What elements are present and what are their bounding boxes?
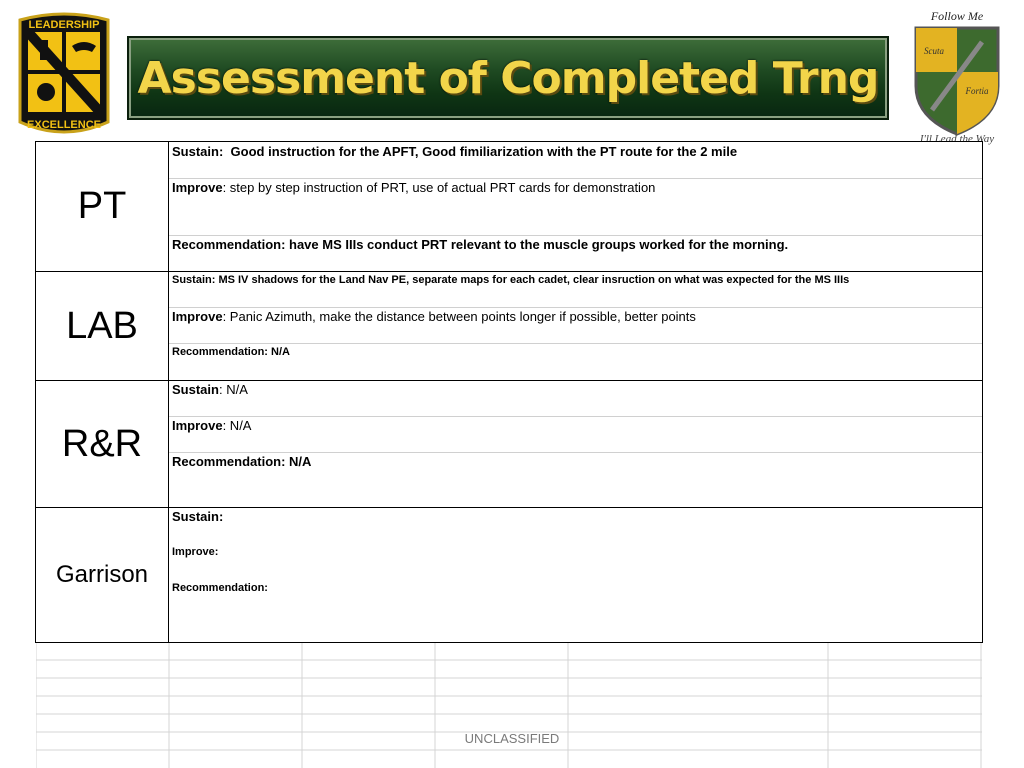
garrison-improve: Improve:: [172, 546, 219, 558]
table-row-pt: [36, 142, 983, 272]
table-row-garrison: [36, 508, 983, 643]
row-label-cell: [36, 508, 169, 643]
svg-text:EXCELLENCE: EXCELLENCE: [27, 119, 101, 131]
improve-text: : Panic Azimuth, make the distance between points longer if possible, better points: [222, 309, 696, 324]
sustain-text: Good instruction for the APFT, Good fimiliarization with the PT route for the 2 mile: [230, 144, 738, 159]
row-content-cell: [169, 142, 983, 272]
row-label-lab: LAB: [66, 304, 138, 347]
row-content-cell: [169, 272, 983, 381]
row-label-rr: R&R: [61, 422, 143, 465]
rr-improve: [172, 418, 978, 434]
table-row-lab: [36, 272, 983, 381]
improve-label: Improve: [172, 309, 223, 324]
background-grid: [36, 642, 982, 768]
row-content-cell: [169, 381, 983, 508]
classification-footer: UNCLASSIFIED: [464, 731, 560, 746]
follow-me-crest-logo: [902, 6, 1012, 146]
lab-sustain: Sustain: MS IV shadows for the Land Nav PE, separate maps for each cadet, clear insruction on what was expected for the MS IIIs: [172, 274, 850, 286]
svg-text:I'll Lead the Way: I'll Lead the Way: [919, 133, 995, 145]
sustain-label: Sustain: [172, 382, 219, 397]
rr-recommendation: Recommendation: N/A: [172, 454, 312, 469]
svg-text:Fortia: Fortia: [965, 86, 989, 96]
lab-recommendation: Recommendation: N/A: [172, 346, 290, 358]
svg-text:Follow Me: Follow Me: [930, 9, 984, 23]
improve-text: : step by step instruction of PRT, use of actual PRT cards for demonstration: [222, 180, 656, 195]
table-row-rr: [36, 381, 983, 508]
row-label-pt: PT: [77, 185, 127, 227]
improve-label: Improve: [172, 180, 223, 195]
improve-text: : N/A: [222, 418, 252, 433]
sustain-label: Sustain:: [172, 144, 224, 159]
pt-improve: [172, 180, 978, 196]
row-label-cell: [36, 142, 169, 272]
rr-sustain: [172, 382, 978, 398]
svg-text:LEADERSHIP: LEADERSHIP: [28, 19, 100, 31]
title-banner: [127, 36, 889, 120]
leadership-excellence-logo: [14, 10, 114, 138]
sustain-text: : N/A: [218, 382, 248, 397]
lab-improve: [172, 309, 978, 325]
row-label-cell: [36, 272, 169, 381]
assessment-table: [35, 141, 983, 643]
pt-recommendation: Recommendation: have MS IIIs conduct PRT relevant to the muscle groups worked for the morning.: [172, 237, 789, 252]
improve-label: Improve: [172, 418, 223, 433]
row-label-garrison: Garrison: [55, 561, 149, 588]
row-label-cell: [36, 381, 169, 508]
svg-text:Scuta: Scuta: [924, 46, 944, 56]
page-title: Assessment of Completed Trng: [137, 52, 879, 104]
garrison-recommendation: Recommendation:: [172, 582, 268, 594]
pt-sustain: [172, 144, 978, 160]
garrison-sustain: Sustain:: [172, 509, 224, 524]
row-content-cell: [169, 508, 983, 643]
